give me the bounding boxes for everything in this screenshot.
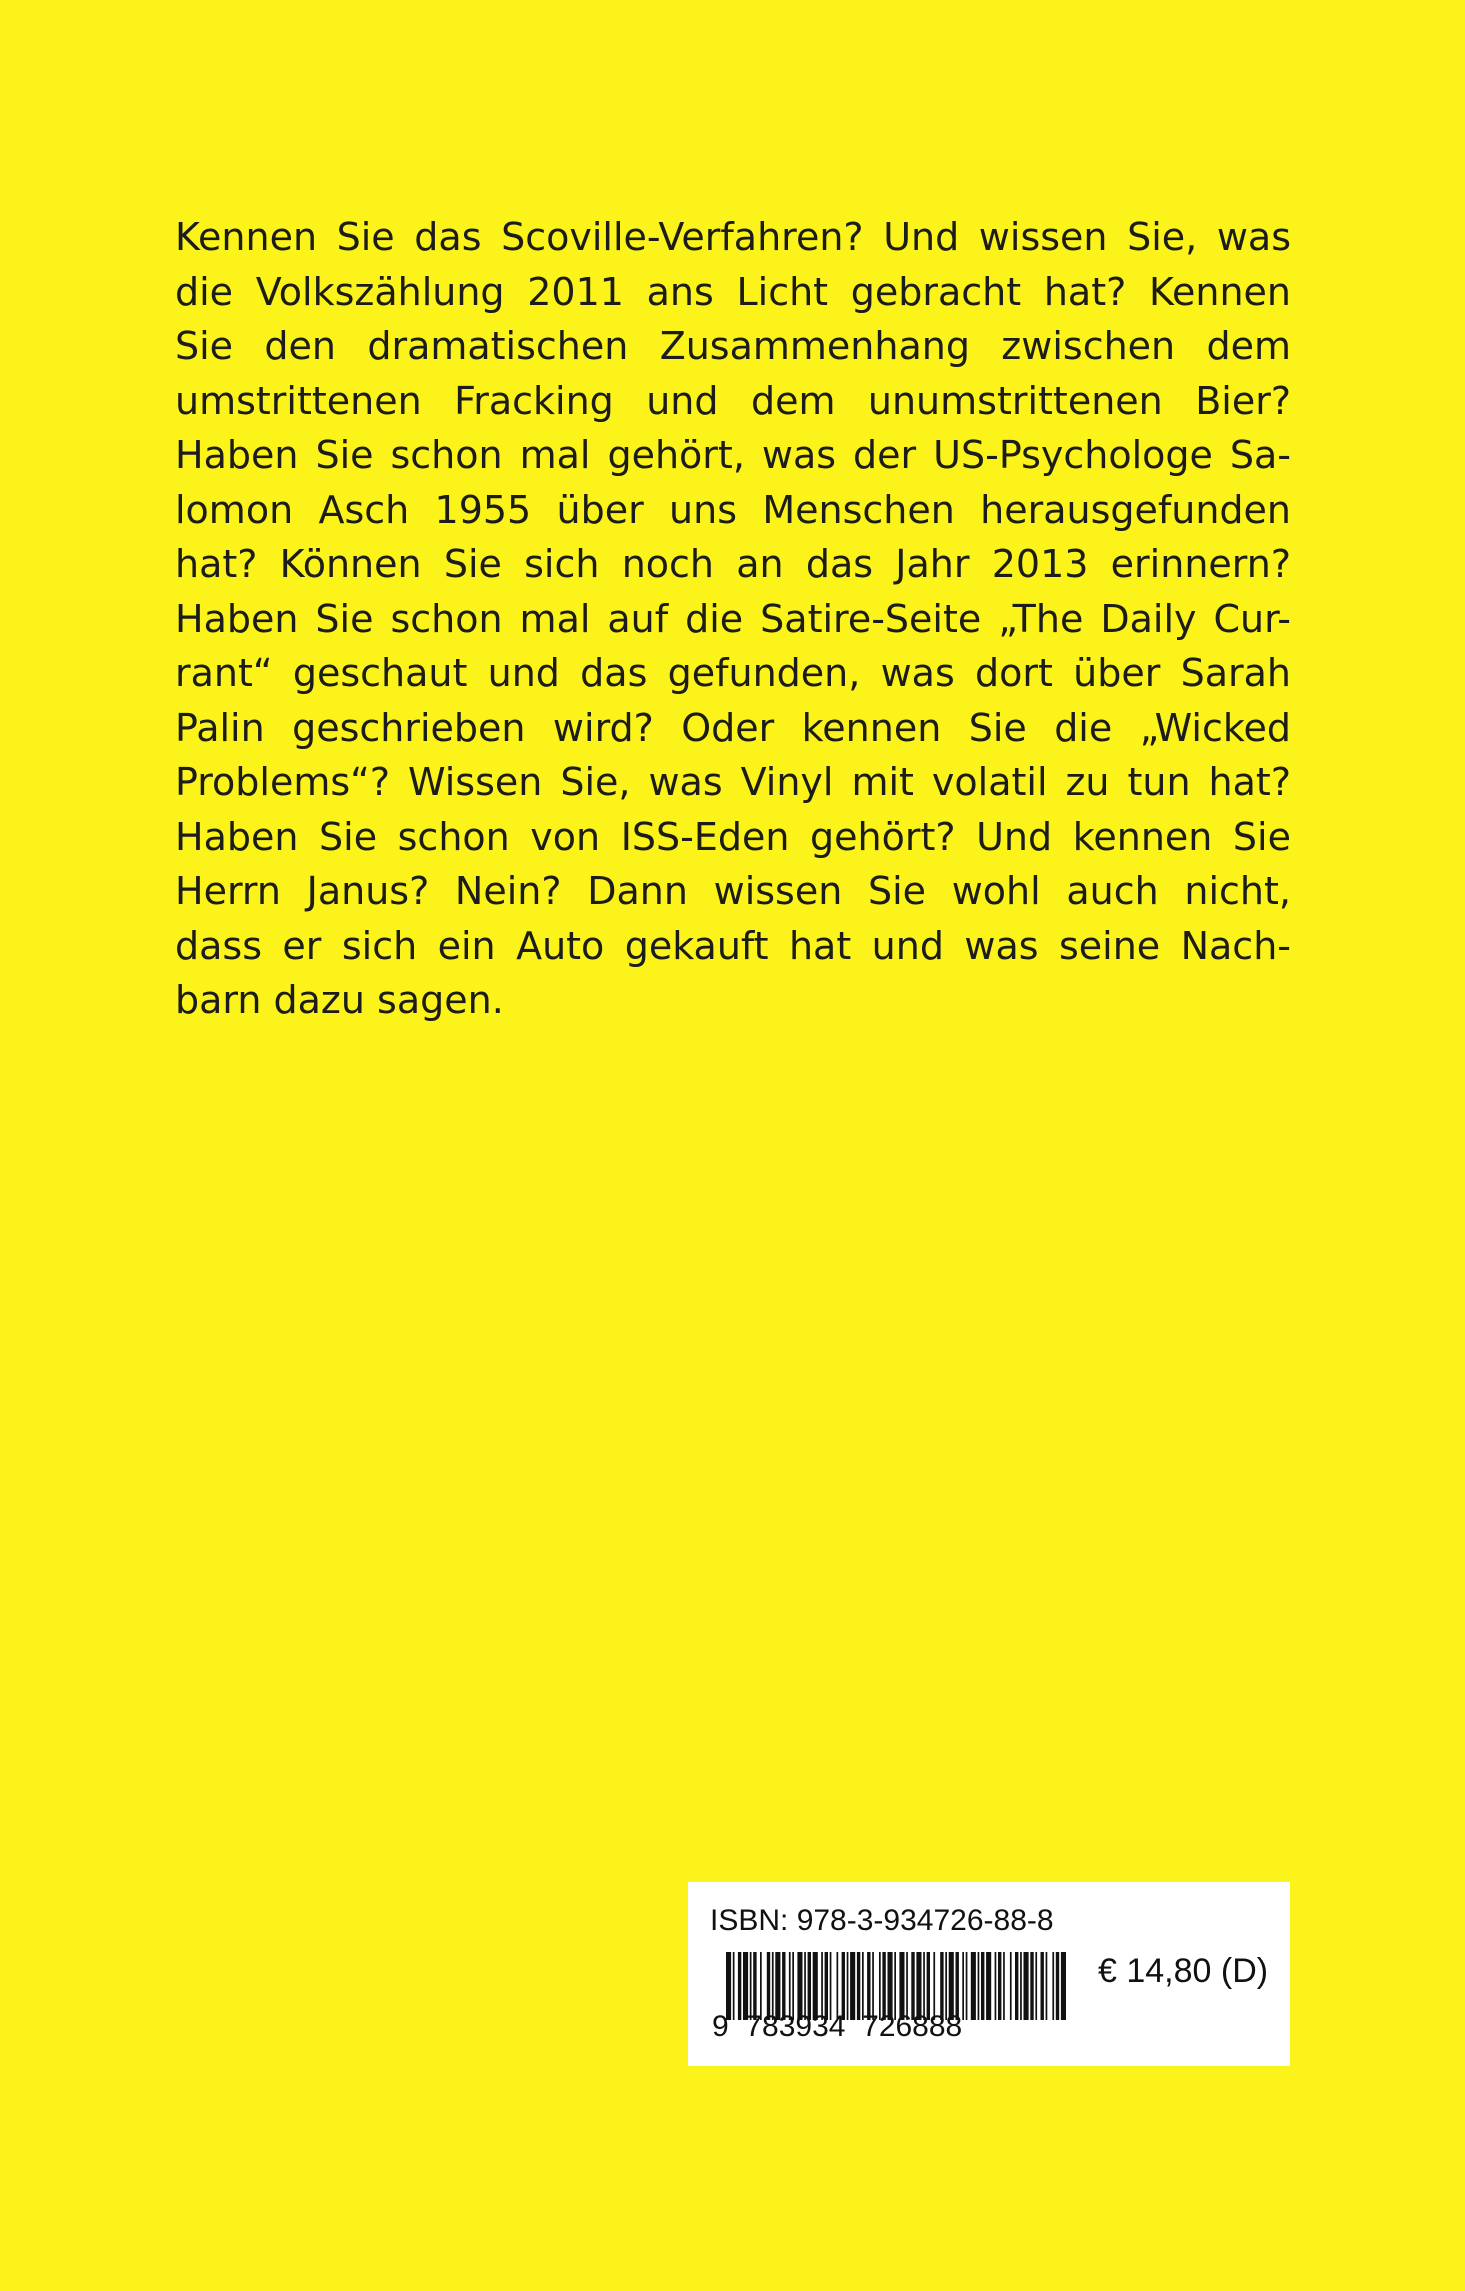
barcode-bar [971,1952,976,2020]
blurb-line: umstrittenen Fracking und dem unumstrittenen Bier? [175,378,1291,423]
blurb-line: Problems“? Wissen Sie, was Vinyl mit volatil zu tun hat? [175,760,1291,804]
barcode-bar [1041,1952,1044,2020]
barcode-bar [1035,1952,1037,2020]
barcode-bar [1010,1952,1012,2020]
blurb-line: Kennen Sie das Scoville-Verfahren? Und wissen Sie, was [175,215,1291,259]
barcode-bar [981,1952,984,2020]
blurb-line: die Volkszählung 2011 ans Licht gebracht hat? Kennen [175,269,1291,314]
blurb-line: dass er sich ein Auto gekauft hat und was seine Nach- [175,923,1291,968]
barcode-bar [962,1952,964,2020]
barcode-bar [1003,1952,1005,2020]
blurb-line: Haben Sie schon von ISS-Eden gehört? Und kennen Sie [175,814,1291,859]
blurb-line: Haben Sie schon mal auf die Satire-Seite „The Daily Cur- [175,596,1291,641]
barcode-bar [995,1952,997,2020]
barcode-bar [1056,1952,1059,2020]
barcode-bar [1046,1952,1048,2020]
blurb-line: Palin geschrieben wird? Oder kennen Sie die „Wicked [175,705,1291,750]
barcode-bar [1061,1952,1066,2020]
isbn-text: ISBN: 978-3-934726-88-8 [710,1904,1054,1937]
barcode-label [688,1882,1290,2066]
blurb-line: barn dazu sagen. [175,978,504,1022]
barcode-bar [998,1952,1001,2020]
barcode-bar [1024,1952,1029,2020]
barcode-bar [1052,1952,1054,2020]
blurb-line: Herrn Janus? Nein? Dann wissen Sie wohl auch nicht, [175,869,1291,913]
barcode-bar [978,1952,980,2020]
blurb-line: lomon Asch 1955 über uns Menschen herausgefunden [175,487,1291,532]
barcode-bar [966,1952,968,2020]
blurb-line: rant“ geschaut und das gefunden, was dort über Sarah [175,651,1291,695]
barcode-bar [1020,1952,1022,2020]
blurb-line: hat? Können Sie sich noch an das Jahr 2013 erinnern? [175,542,1291,586]
barcode-bar [1030,1952,1033,2020]
blurb-text [175,210,1291,1028]
price-label: € 14,80 (D) [1098,1952,1269,1990]
blurb-line: Sie den dramatischen Zusammenhang zwischen dem [175,324,1291,368]
blurb-line: Haben Sie schon mal gehört, was der US-Psychologe Sa- [175,433,1291,477]
barcode-bar [986,1952,991,2020]
barcode-digits: 9 783934 726888 [712,2010,963,2043]
barcode-bar [1015,1952,1018,2020]
